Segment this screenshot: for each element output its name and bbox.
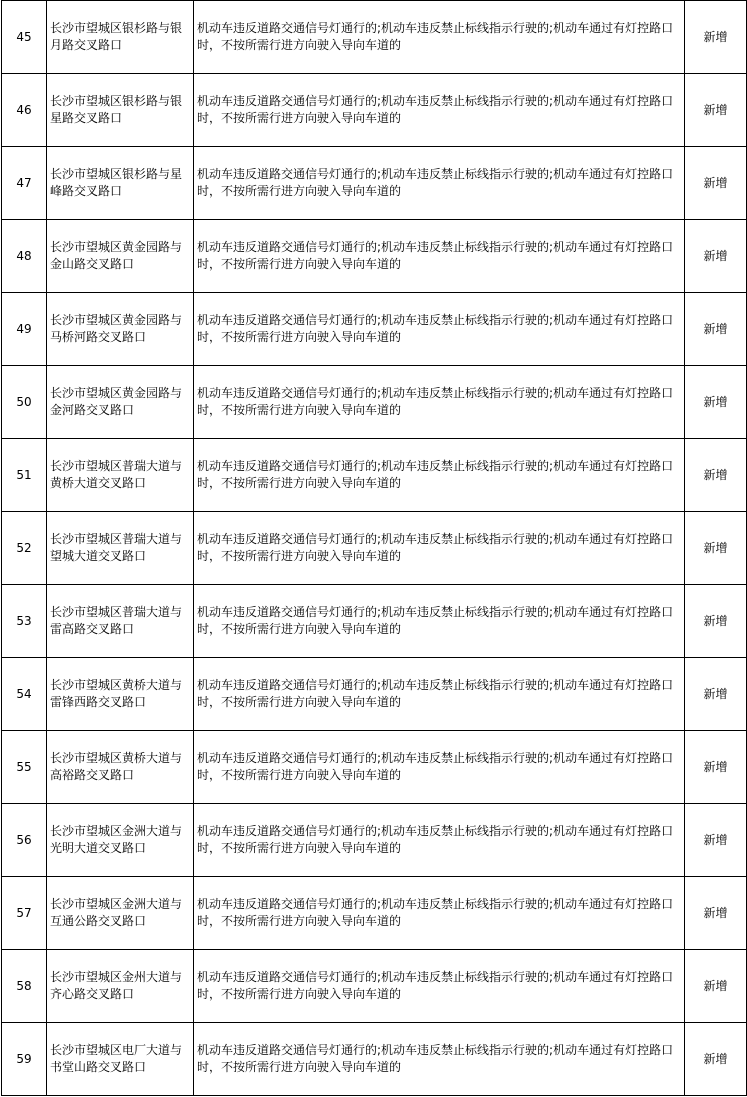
intersection-table: [1, 0, 747, 1096]
location-cell: 长沙市望城区普瑞大道与望城大道交叉路口: [47, 512, 194, 585]
status-cell: 新增: [685, 658, 747, 731]
table-row: [2, 293, 747, 366]
table-row: [2, 220, 747, 293]
table-row: [2, 512, 747, 585]
location-cell: 长沙市望城区银杉路与星峰路交叉路口: [47, 147, 194, 220]
status-cell: 新增: [685, 950, 747, 1023]
table-body: [2, 1, 747, 1096]
row-number-cell: 57: [2, 877, 47, 950]
row-number-cell: 49: [2, 293, 47, 366]
violation-description-cell: 机动车违反道路交通信号灯通行的;机动车违反禁止标线指示行驶的;机动车通过有灯控路口时，不按所需行进方向驶入导向车道的: [194, 293, 685, 366]
table-row: [2, 804, 747, 877]
violation-description-cell: 机动车违反道路交通信号灯通行的;机动车违反禁止标线指示行驶的;机动车通过有灯控路口时，不按所需行进方向驶入导向车道的: [194, 74, 685, 147]
violation-description-cell: 机动车违反道路交通信号灯通行的;机动车违反禁止标线指示行驶的;机动车通过有灯控路口时，不按所需行进方向驶入导向车道的: [194, 731, 685, 804]
row-number-cell: 52: [2, 512, 47, 585]
status-cell: 新增: [685, 512, 747, 585]
status-cell: 新增: [685, 1023, 747, 1096]
location-cell: 长沙市望城区黄桥大道与雷锋西路交叉路口: [47, 658, 194, 731]
status-cell: 新增: [685, 366, 747, 439]
location-cell: 长沙市望城区金洲大道与互通公路交叉路口: [47, 877, 194, 950]
row-number-cell: 45: [2, 1, 47, 74]
status-cell: 新增: [685, 439, 747, 512]
row-number-cell: 54: [2, 658, 47, 731]
violation-description-cell: 机动车违反道路交通信号灯通行的;机动车违反禁止标线指示行驶的;机动车通过有灯控路口时，不按所需行进方向驶入导向车道的: [194, 1, 685, 74]
location-cell: 长沙市望城区银杉路与银月路交叉路口: [47, 1, 194, 74]
table-row: [2, 74, 747, 147]
violation-description-cell: 机动车违反道路交通信号灯通行的;机动车违反禁止标线指示行驶的;机动车通过有灯控路口时，不按所需行进方向驶入导向车道的: [194, 220, 685, 293]
table-row: [2, 147, 747, 220]
table-row: [2, 731, 747, 804]
status-cell: 新增: [685, 220, 747, 293]
table-row: [2, 439, 747, 512]
status-cell: 新增: [685, 1, 747, 74]
row-number-cell: 56: [2, 804, 47, 877]
row-number-cell: 58: [2, 950, 47, 1023]
location-cell: 长沙市望城区黄桥大道与高裕路交叉路口: [47, 731, 194, 804]
status-cell: 新增: [685, 804, 747, 877]
table-row: [2, 877, 747, 950]
status-cell: 新增: [685, 147, 747, 220]
violation-description-cell: 机动车违反道路交通信号灯通行的;机动车违反禁止标线指示行驶的;机动车通过有灯控路口时，不按所需行进方向驶入导向车道的: [194, 366, 685, 439]
row-number-cell: 47: [2, 147, 47, 220]
row-number-cell: 53: [2, 585, 47, 658]
violation-description-cell: 机动车违反道路交通信号灯通行的;机动车违反禁止标线指示行驶的;机动车通过有灯控路口时，不按所需行进方向驶入导向车道的: [194, 1023, 685, 1096]
violation-description-cell: 机动车违反道路交通信号灯通行的;机动车违反禁止标线指示行驶的;机动车通过有灯控路口时，不按所需行进方向驶入导向车道的: [194, 439, 685, 512]
status-cell: 新增: [685, 585, 747, 658]
table-row: [2, 585, 747, 658]
location-cell: 长沙市望城区银杉路与银星路交叉路口: [47, 74, 194, 147]
status-cell: 新增: [685, 74, 747, 147]
location-cell: 长沙市望城区黄金园路与金河路交叉路口: [47, 366, 194, 439]
violation-description-cell: 机动车违反道路交通信号灯通行的;机动车违反禁止标线指示行驶的;机动车通过有灯控路口时，不按所需行进方向驶入导向车道的: [194, 877, 685, 950]
row-number-cell: 48: [2, 220, 47, 293]
row-number-cell: 50: [2, 366, 47, 439]
table-row: [2, 658, 747, 731]
row-number-cell: 59: [2, 1023, 47, 1096]
violation-description-cell: 机动车违反道路交通信号灯通行的;机动车违反禁止标线指示行驶的;机动车通过有灯控路口时，不按所需行进方向驶入导向车道的: [194, 804, 685, 877]
location-cell: 长沙市望城区金州大道与齐心路交叉路口: [47, 950, 194, 1023]
table-row: [2, 366, 747, 439]
table-row: [2, 1, 747, 74]
status-cell: 新增: [685, 877, 747, 950]
table-row: [2, 950, 747, 1023]
violation-description-cell: 机动车违反道路交通信号灯通行的;机动车违反禁止标线指示行驶的;机动车通过有灯控路口时，不按所需行进方向驶入导向车道的: [194, 147, 685, 220]
location-cell: 长沙市望城区黄金园路与金山路交叉路口: [47, 220, 194, 293]
location-cell: 长沙市望城区黄金园路与马桥河路交叉路口: [47, 293, 194, 366]
table-row: [2, 1023, 747, 1096]
violation-description-cell: 机动车违反道路交通信号灯通行的;机动车违反禁止标线指示行驶的;机动车通过有灯控路口时，不按所需行进方向驶入导向车道的: [194, 585, 685, 658]
violation-description-cell: 机动车违反道路交通信号灯通行的;机动车违反禁止标线指示行驶的;机动车通过有灯控路口时，不按所需行进方向驶入导向车道的: [194, 658, 685, 731]
row-number-cell: 46: [2, 74, 47, 147]
location-cell: 长沙市望城区普瑞大道与黄桥大道交叉路口: [47, 439, 194, 512]
violation-description-cell: 机动车违反道路交通信号灯通行的;机动车违反禁止标线指示行驶的;机动车通过有灯控路口时，不按所需行进方向驶入导向车道的: [194, 950, 685, 1023]
row-number-cell: 51: [2, 439, 47, 512]
location-cell: 长沙市望城区金洲大道与光明大道交叉路口: [47, 804, 194, 877]
violation-description-cell: 机动车违反道路交通信号灯通行的;机动车违反禁止标线指示行驶的;机动车通过有灯控路口时，不按所需行进方向驶入导向车道的: [194, 512, 685, 585]
location-cell: 长沙市望城区普瑞大道与雷高路交叉路口: [47, 585, 194, 658]
location-cell: 长沙市望城区电厂大道与书堂山路交叉路口: [47, 1023, 194, 1096]
status-cell: 新增: [685, 293, 747, 366]
row-number-cell: 55: [2, 731, 47, 804]
status-cell: 新增: [685, 731, 747, 804]
